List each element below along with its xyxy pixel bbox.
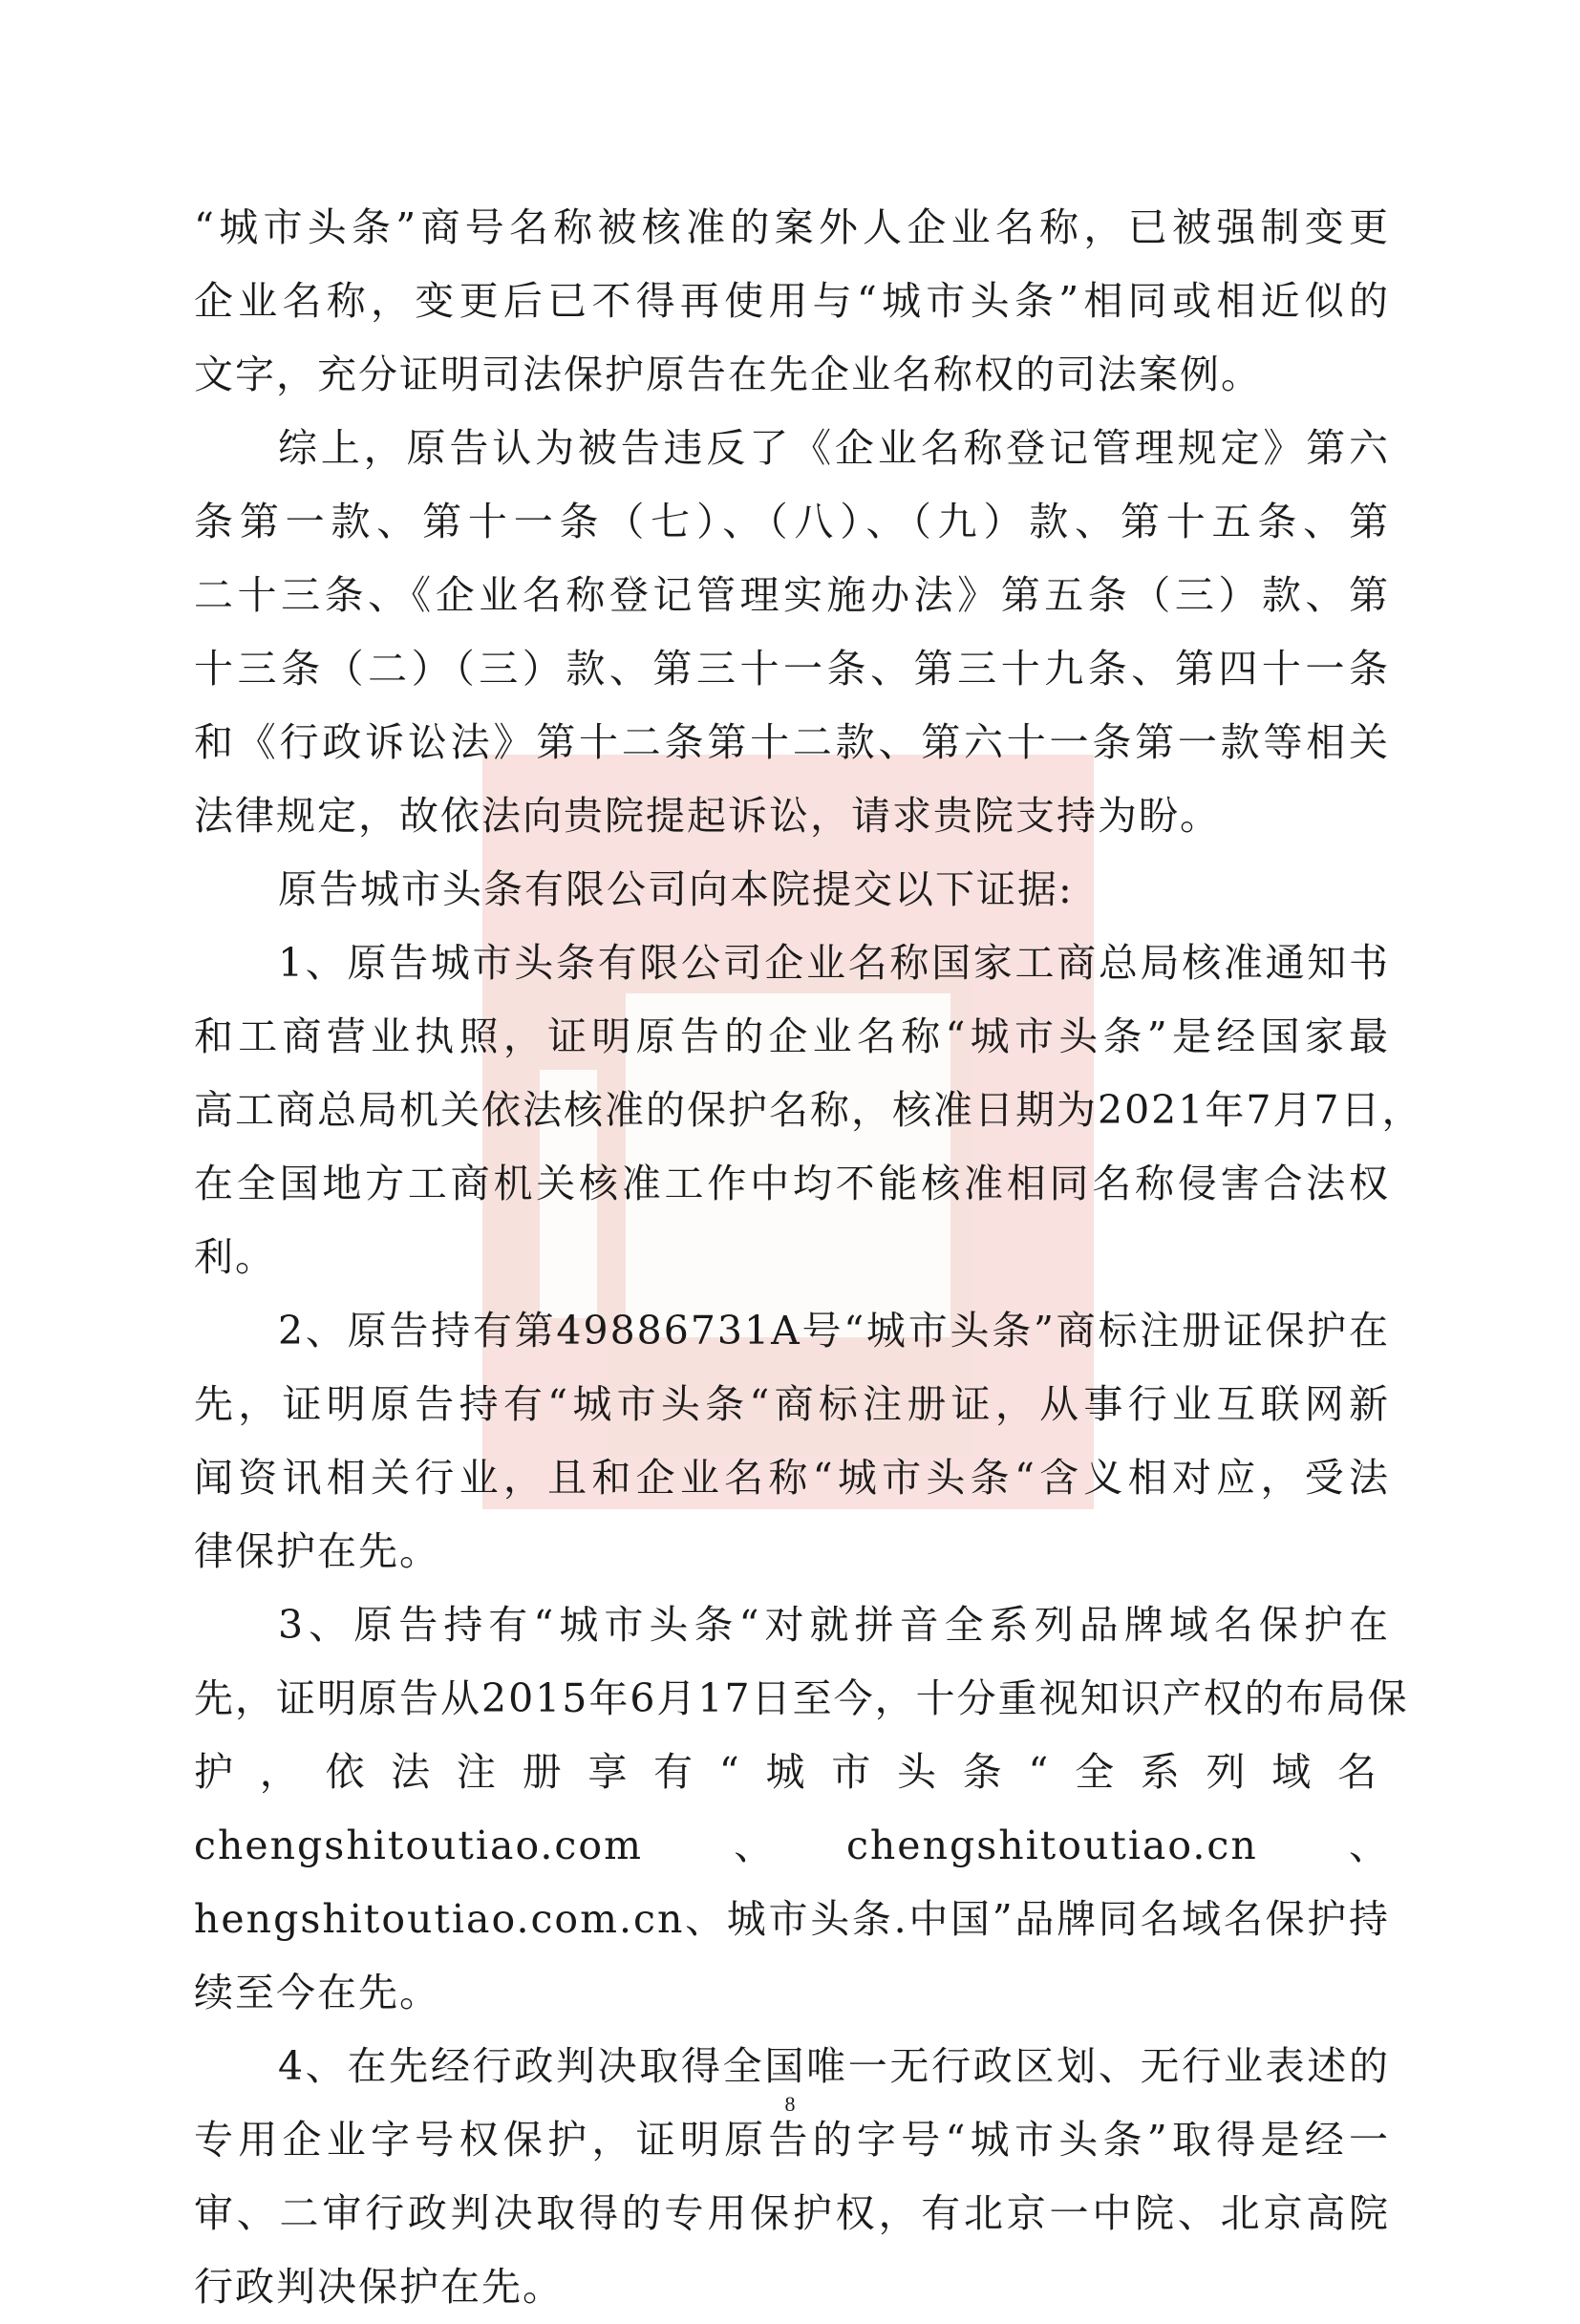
text-line: 续至今在先。 bbox=[194, 1970, 440, 2015]
document-body bbox=[194, 191, 1423, 2324]
text-line: 律保护在先。 bbox=[194, 1528, 440, 1574]
text-line: 十三条（二）（三）款、第三十一条、第三十九条、第四十一条 bbox=[194, 646, 1390, 692]
evidence-3-start-line: 3、原告持有“城市头条“对就拼音全系列品牌域名保护在 bbox=[278, 1602, 1390, 1648]
domain-list-line: hengshitoutiao.com.cn、城市头条.中国”品牌同名域名保护持 bbox=[194, 1896, 1390, 1942]
text-line: 文字，充分证明司法保护原告在先企业名称权的司法案例。 bbox=[194, 352, 1262, 397]
evidence-1-start-line: 1、原告城市头条有限公司企业名称国家工商总局核准通知书 bbox=[278, 940, 1390, 986]
text-line: 条第一款、第十一条（七）、（八）、（九）款、第十五条、第 bbox=[194, 499, 1390, 544]
text-line: 法律规定，故依法向贵院提起诉讼，请求贵院支持为盼。 bbox=[194, 793, 1221, 839]
domain-list-line: chengshitoutiao.com 、 chengshitoutiao.cn 、 bbox=[194, 1823, 1390, 1868]
paragraph-start-line: 综上，原告认为被告违反了《企业名称登记管理规定》第六 bbox=[278, 425, 1390, 471]
evidence-4-start-line: 4、在先经行政判决取得全国唯一无行政区划、无行业表述的 bbox=[278, 2043, 1390, 2089]
text-line: 高工商总局机关依法核准的保护名称，核准日期为2021年7月7日， bbox=[194, 1087, 1423, 1133]
text-line: “城市头条”商号名称被核准的案外人企业名称，已被强制变更 bbox=[194, 204, 1390, 250]
text-line: 利。 bbox=[194, 1234, 276, 1280]
page-number: 8 bbox=[784, 2092, 796, 2116]
text-line: 二十三条、《企业名称登记管理实施办法》第五条（三）款、第 bbox=[194, 572, 1390, 618]
text-line: 审、二审行政判决取得的专用保护权，有北京一中院、北京高院 bbox=[194, 2190, 1390, 2236]
text-line: 先，证明原告持有“城市头条“商标注册证，从事行业互联网新 bbox=[194, 1381, 1390, 1427]
text-line: 专用企业字号权保护，证明原告的字号“城市头条”取得是经一 bbox=[194, 2117, 1390, 2163]
text-line: 在全国地方工商机关核准工作中均不能核准相同名称侵害合法权 bbox=[194, 1161, 1390, 1206]
text-line: 和工商营业执照，证明原告的企业名称“城市头条”是经国家最 bbox=[194, 1013, 1390, 1059]
text-line: 行政判决保护在先。 bbox=[194, 2264, 564, 2310]
evidence-2-start-line: 2、原告持有第49886731A号“城市头条”商标注册证保护在 bbox=[278, 1308, 1390, 1354]
text-line: 护，依法注册享有“城市头条“全系列域名 bbox=[194, 1749, 1390, 1795]
text-line: 企业名称，变更后已不得再使用与“城市头条”相同或相近似的 bbox=[194, 278, 1390, 324]
text-line: 闻资讯相关行业，且和企业名称“城市头条“含义相对应，受法 bbox=[194, 1455, 1390, 1501]
text-line: 和《行政诉讼法》第十二条第十二款、第六十一条第一款等相关 bbox=[194, 719, 1390, 765]
text-line: 先，证明原告从2015年6月17日至今，十分重视知识产权的布局保 bbox=[194, 1675, 1409, 1721]
paragraph-start-line: 原告城市头条有限公司向本院提交以下证据: bbox=[278, 866, 1074, 912]
